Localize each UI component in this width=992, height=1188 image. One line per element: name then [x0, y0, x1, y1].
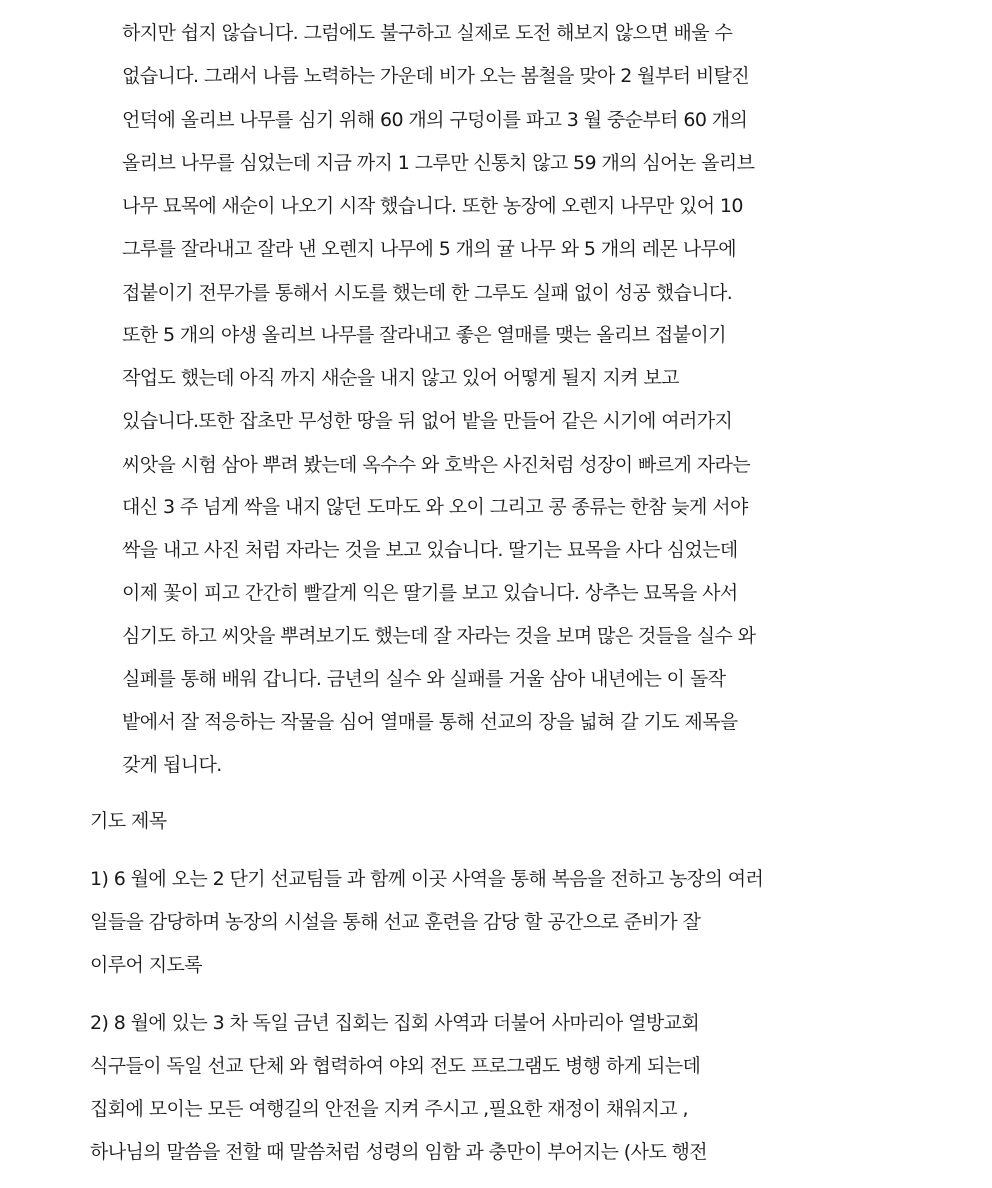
paragraph-line: 그루를 잘라내고 잘라 낸 오렌지 나무에 5 개의 귤 나무 와 5 개의 레몬 나무에: [122, 238, 736, 260]
paragraph-line: 작업도 했는데 아직 까지 새순을 내지 않고 있어 어떻게 될지 지켜 보고: [122, 367, 679, 389]
paragraph-line: 씨앗을 시험 삼아 뿌려 봤는데 옥수수 와 호박은 사진처럼 성장이 빠르게 자라는: [122, 454, 750, 476]
paragraph-line: 이제 꽃이 피고 간간히 빨갈게 익은 딸기를 보고 있습니다. 상추는 묘목을 사서: [122, 582, 738, 604]
paragraph-line: 나무 묘목에 새순이 나오기 시작 했습니다. 또한 농장에 오렌지 나무만 있어 10: [122, 195, 743, 217]
paragraph-line: 접붙이기 전무가를 통해서 시도를 했는데 한 그루도 실패 없이 성공 했습니다.: [122, 282, 733, 304]
paragraph-line: 없습니다. 그래서 나름 노력하는 가운데 비가 오는 봄철을 맞아 2 월부터 비탈진: [122, 65, 750, 87]
prayer-item-line: 1) 6 월에 오는 2 단기 선교팀들 과 함께 이곳 사역을 통해 복음을 전하고 농장의 여러: [90, 868, 764, 890]
prayer-item-line: 이루어 지도록: [90, 954, 202, 976]
paragraph-line: 언덕에 올리브 나무를 심기 위해 60 개의 구덩이를 파고 3 월 중순부터 60 개의: [122, 109, 748, 131]
paragraph-line: 실페를 통해 배워 갑니다. 금년의 실수 와 실패를 거울 삼아 내년에는 이 돌작: [122, 668, 726, 690]
prayer-item-line: 하나님의 말씀을 전할 때 말씀처럼 성령의 임함 과 충만이 부어지는 (사도 행전: [90, 1141, 708, 1163]
paragraph-line: 있습니다.또한 잡초만 무성한 땅을 뒤 없어 밭을 만들어 같은 시기에 여러가지: [122, 410, 733, 432]
paragraph-line: 심기도 하고 씨앗을 뿌려보기도 했는데 잘 자라는 것을 보며 많은 것들을 실수 와: [122, 625, 756, 647]
prayer-item-line: 집회에 모이는 모든 여행길의 안전을 지켜 주시고 ,필요한 재정이 채워지고 ,: [90, 1098, 688, 1120]
paragraph-line: 대신 3 주 넘게 싹을 내지 않던 도마도 와 오이 그리고 콩 종류는 한참 늦게 서야: [122, 496, 748, 518]
prayer-item-line: 식구들이 독일 선교 단체 와 협력하여 야외 전도 프로그램도 병행 하게 되는데: [90, 1055, 701, 1077]
prayer-item-line: 일들을 감당하며 농장의 시설을 통해 선교 훈련을 감당 할 공간으로 준비가 잘: [90, 911, 701, 933]
paragraph-line: 하지만 쉽지 않습니다. 그럼에도 불구하고 실제로 도전 해보지 않으면 배울 수: [122, 22, 733, 44]
paragraph-line: 갖게 됩니다.: [122, 754, 222, 776]
paragraph-line: 밭에서 잘 적응하는 작물을 심어 열매를 통해 선교의 장을 넓혀 갈 기도 제목을: [122, 711, 738, 733]
prayer-heading: 기도 제목: [90, 810, 167, 832]
paragraph-line: 싹을 내고 사진 처럼 자라는 것을 보고 있습니다. 딸기는 묘목을 사다 심었는데: [122, 539, 738, 561]
paragraph-line: 올리브 나무를 심었는데 지금 까지 1 그루만 신통치 않고 59 개의 심어논 올리브: [122, 152, 755, 174]
prayer-item-line: 2) 8 월에 있는 3 차 독일 금년 집회는 집회 사역과 더불어 사마리아 열방교회: [90, 1012, 700, 1034]
paragraph-line: 또한 5 개의 야생 올리브 나무를 잘라내고 좋은 열매를 맺는 올리브 접붙이기: [122, 324, 726, 346]
